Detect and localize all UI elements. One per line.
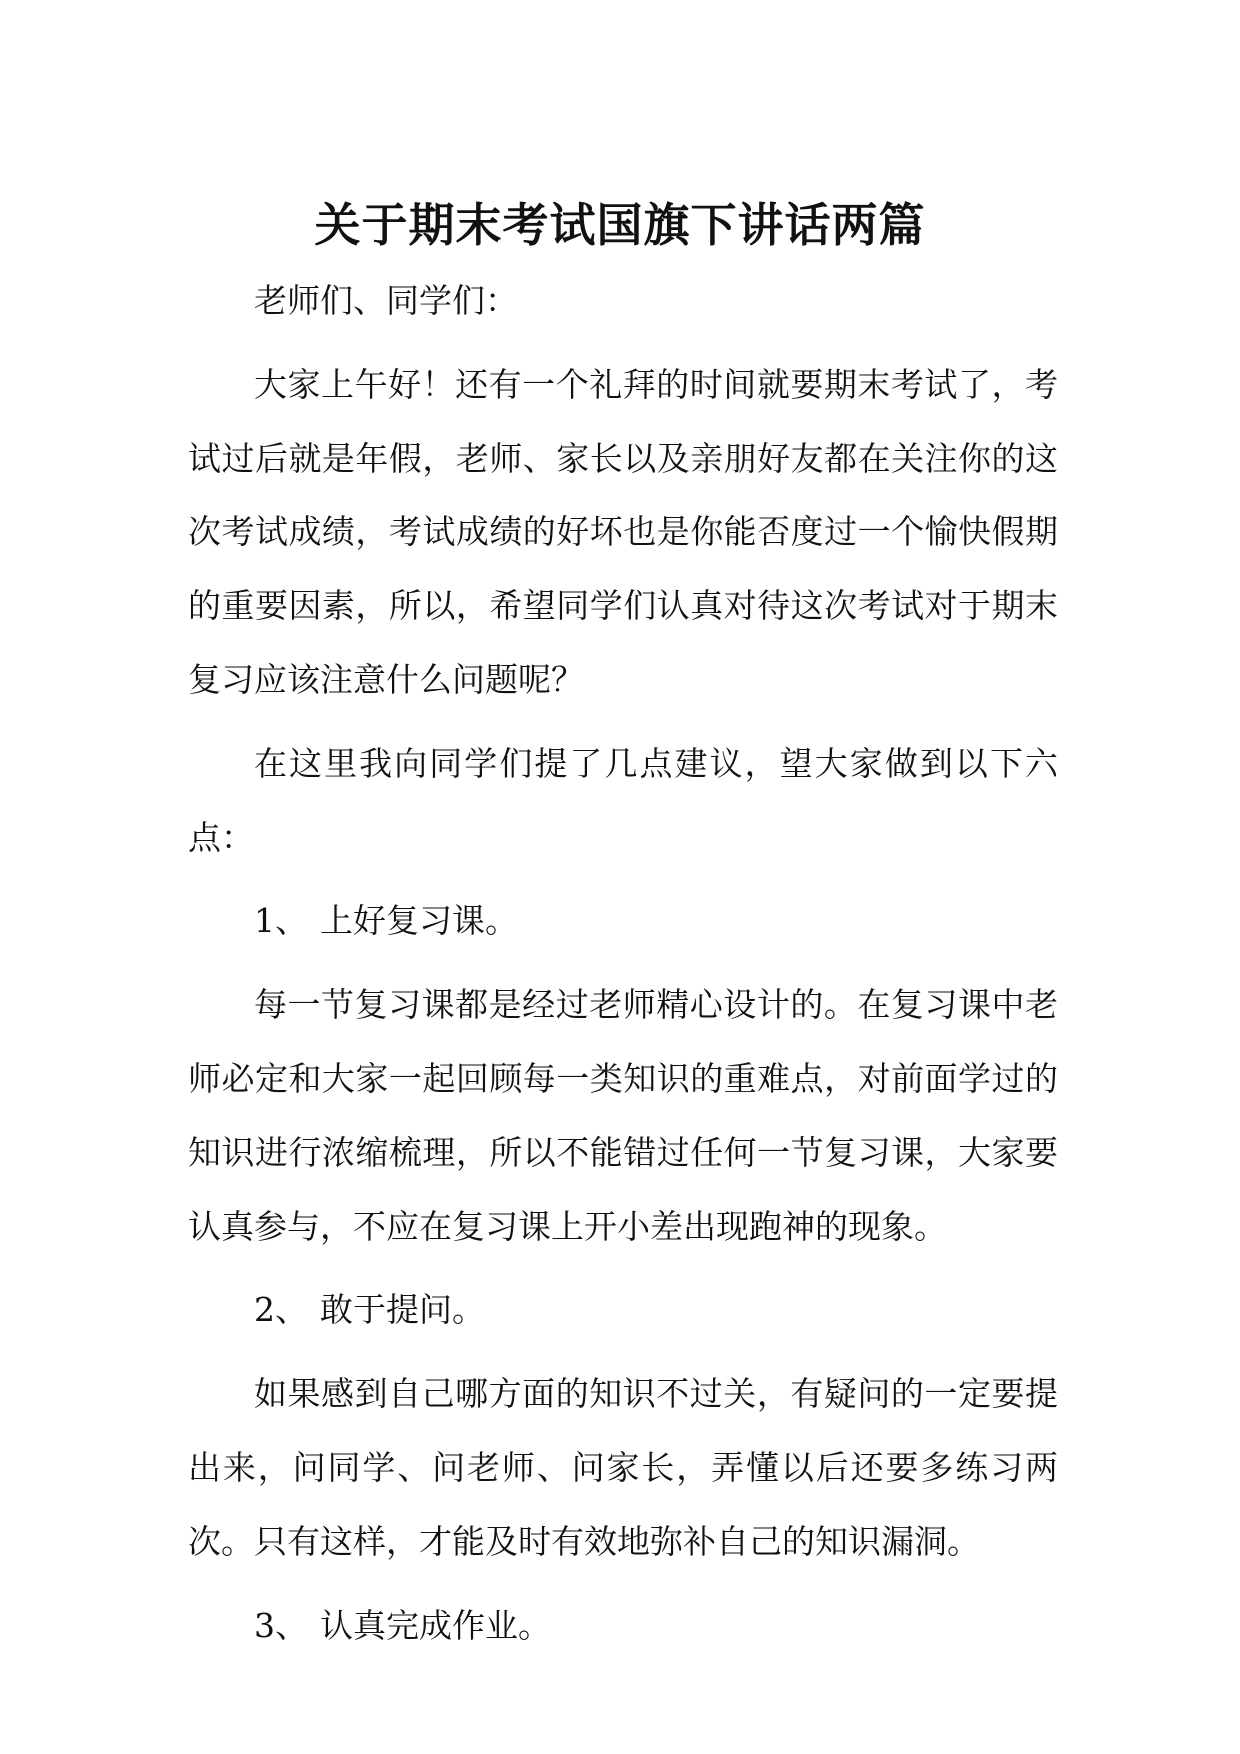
list-item-heading	[188, 884, 1058, 958]
suggestion-paragraph: 在这里我向同学们提了几点建议，望大家做到以下六点：	[188, 743, 1058, 857]
list-item-heading-text: 上好复习课。	[320, 901, 518, 941]
document-body	[188, 264, 1058, 1662]
list-item-heading-text: 敢于提问。	[320, 1290, 485, 1330]
list-item-heading-text: 认真完成作业。	[320, 1605, 551, 1645]
list-item-number: 2、	[254, 1290, 308, 1330]
intro-paragraph: 大家上午好！还有一个礼拜的时间就要期末考试了，考试过后就是年假，老师、家长以及亲朋好友都在关注你的这次考试成绩，考试成绩的好坏也是你能否度过一个愉快假期的重要因素，所以，希望同学们认真对待这次考试对于期末复习应该注意什么问题呢？	[188, 364, 1058, 699]
list-item-heading	[188, 1589, 1058, 1663]
list-item-heading	[188, 1273, 1058, 1347]
document-title: 关于期末考试国旗下讲话两篇	[314, 197, 926, 252]
greeting-paragraph: 老师们、同学们：	[254, 281, 518, 320]
list-item-body: 每一节复习课都是经过老师精心设计的。在复习课中老师必定和大家一起回顾每一类知识的重难点，对前面学过的知识进行浓缩梳理，所以不能错过任何一节复习课，大家要认真参与，不应在复习课上开小差出现跑神的现象。	[188, 985, 1058, 1246]
list-item-body: 如果感到自己哪方面的知识不过关，有疑问的一定要提出来，问同学、问老师、问家长，弄懂以后还要多练习两次。只有这样，才能及时有效地弥补自己的知识漏洞。	[188, 1374, 1058, 1561]
list-item-number: 1、	[254, 901, 308, 941]
list-item-number: 3、	[254, 1605, 308, 1645]
